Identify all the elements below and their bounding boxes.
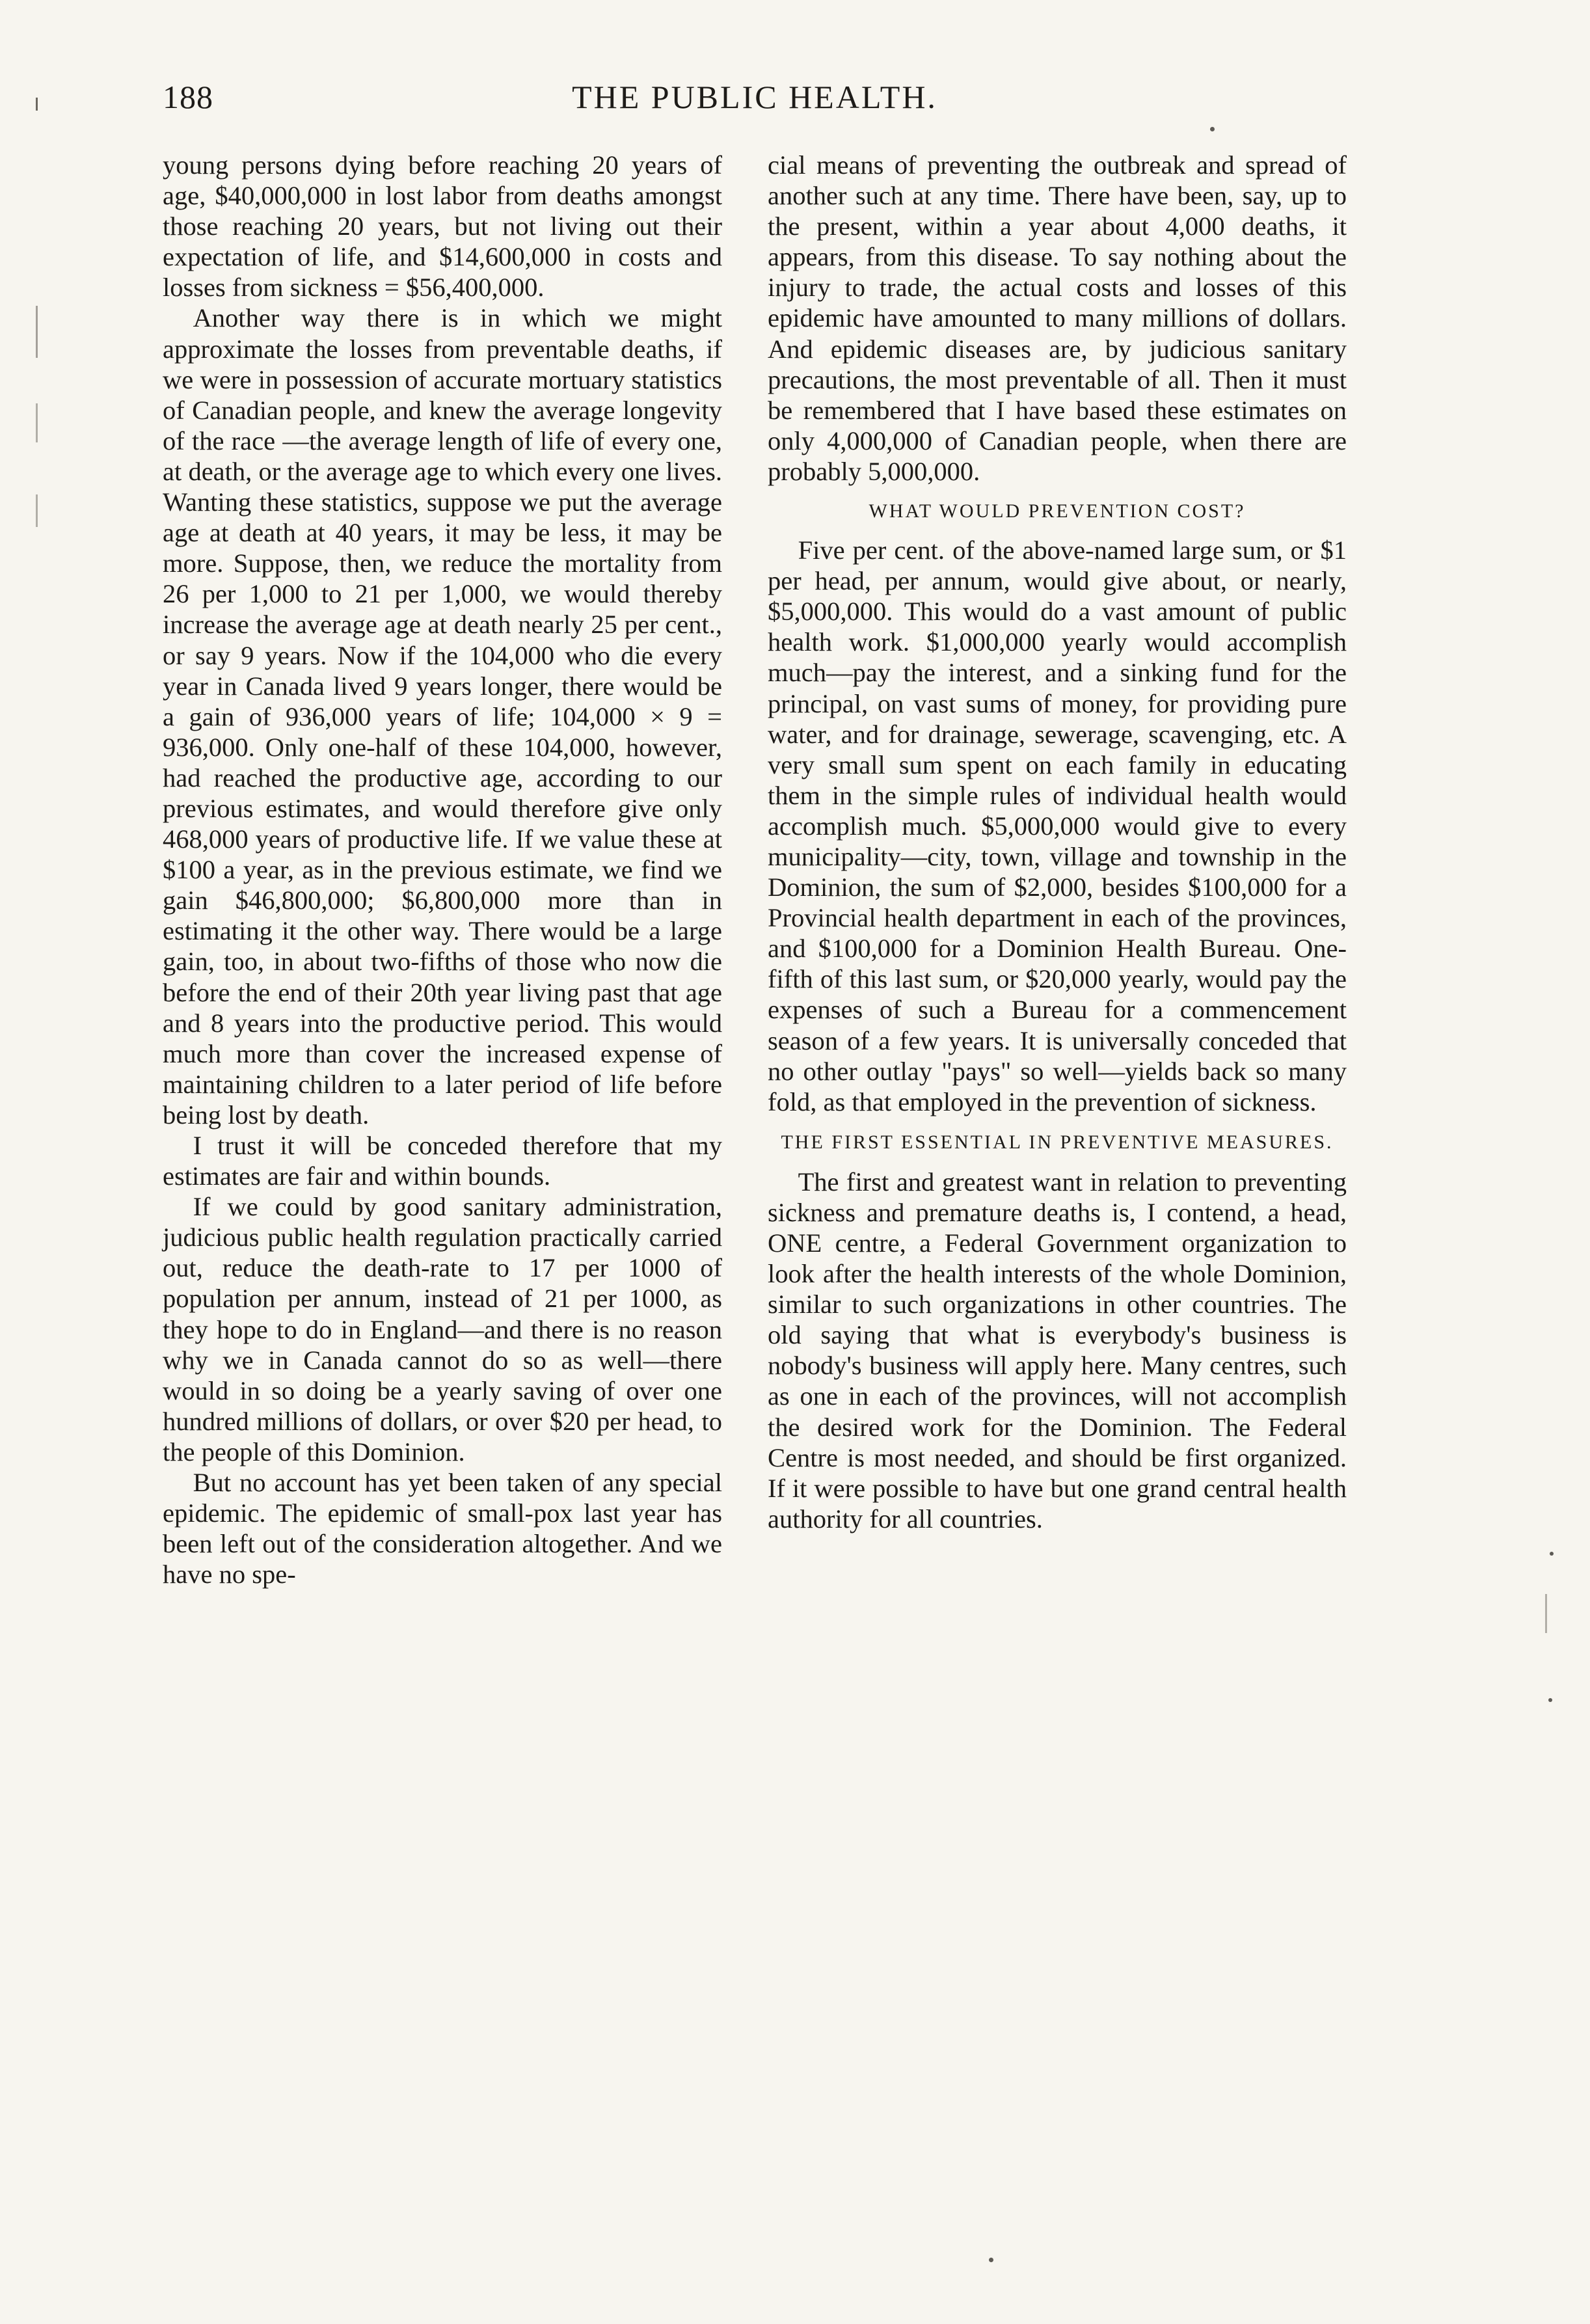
section-heading-first-essential: THE FIRST ESSENTIAL IN PREVENTIVE MEASURES. (781, 1131, 1334, 1153)
margin-mark (36, 306, 38, 358)
paragraph: The first and greatest want in relation to preventing sickness and premature deaths is, I contend, a head, ONE centre, a Federal Government organization to look after the health interests of the whole Dominion, similar to such organizations in other countries. The old saying that what is everybody's business is nobody's business will apply here. Many centres, such as one in each of the provinces, will not accomplish the desired work for the Dominion. The Federal Centre is most needed, and should be first organized. If it were possible to have but one grand central health authority for all countries. (768, 1167, 1347, 1534)
paragraph: If we could by good sanitary administration, judicious public health regulation practically carried out, reduce the death-rate to 17 per 1000 of population per annum, instead of 21 per 1000, as they hope to do in England—and there is no reason why we in Canada cannot do so as well—there would in so doing be a yearly saving of over one hundred millions of dollars, or over $20 per head, to the people of this Dominion. (163, 1192, 722, 1466)
margin-mark (36, 403, 38, 442)
page-header (163, 78, 1347, 130)
paragraph-continuation: young persons dying before reaching 20 years of age, $40,000,000 in lost labor from deaths amongst those reaching 20 years, but not living out their expectation of life, and $14,600,000 in costs and losses from sickness = $56,400,000. (163, 150, 722, 303)
right-column (768, 150, 1347, 1534)
margin-mark (36, 98, 38, 111)
margin-speck (1548, 1698, 1552, 1702)
paragraph: Another way there is in which we might approximate the losses from preventable deaths, if we were in possession of accurate mortuary statistics of Canadian people, and knew the average longevity of the race —the average length of life of every one, at death, or the average age to which every one lives. Wanting these statistics, suppose we put the average age at death at 40 years, it may be less, it may be more. Suppose, then, we reduce the mortality from 26 per 1,000 to 21 per 1,000, we would thereby increase the average age at death nearly 25 per cent., or say 9 years. Now if the 104,000 who die every year in Canada lived 9 years longer, there would be a gain of 936,000 years of life; 104,000 × 9 = 936,000. Only one-half of these 104,000, however, had reached the productive age, according to our previous estimates, and would therefore give only 468,000 years of productive life. If we value these at $100 a year, as in the previous estimate, we find we gain $46,800,000; $6,800,000 more than in estimating it the other way. There would be a large gain, too, in about two-fifths of those who now die before the end of their 20th year living past that age and 8 years into the productive period. This would much more than cover the increased expense of maintaining children to a later period of life before being lost by death. (163, 303, 722, 1129)
margin-speck (1210, 127, 1215, 131)
page-number: 188 (163, 79, 213, 115)
paragraph: Five per cent. of the above-named large sum, or $1 per head, per annum, would give about, or nearly, $5,000,000. This would do a vast amount of public health work. $1,000,000 yearly would accomplish much—pay the interest, and a sinking fund for the principal, on vast sums of money, for providing pure water, and for drainage, sewerage, scavenging, etc. A very small sum spent on each family in educating them in the simple rules of individual health would accomplish much. $5,000,000 would give to every municipality—city, town, village and township in the Dominion, the sum of $2,000, besides $100,000 for a Provincial health department in each of the provinces, and $100,000 for a Dominion Health Bureau. One-fifth of this last sum, or $20,000 yearly, would pay the expenses of such a Bureau for a commencement season of a few years. It is universally conceded that no other outlay "pays" so well—yields back so many fold, as that employed in the prevention of sickness. (768, 535, 1347, 1116)
left-column (163, 150, 722, 1589)
margin-mark (36, 494, 38, 527)
margin-speck (1550, 1552, 1554, 1556)
section-heading-prevention-cost: WHAT WOULD PREVENTION COST? (869, 500, 1246, 522)
paragraph: I trust it will be conceded therefore that my estimates are fair and within bounds. (163, 1131, 722, 1191)
running-title: THE PUBLIC HEALTH. (572, 79, 937, 115)
margin-mark (1545, 1594, 1547, 1633)
margin-speck (989, 2258, 993, 2262)
paragraph: But no account has yet been taken of any special epidemic. The epidemic of small-pox last year has been left out of the consideration altogether. And we have no spe- (163, 1468, 722, 1589)
paragraph-continuation: cial means of preventing the outbreak and spread of another such at any time. There have been, say, up to the present, within a year about 4,000 deaths, it appears, from this disease. To say nothing about the injury to trade, the actual costs and losses of this epidemic have amounted to many millions of dollars. And epidemic diseases are, by judicious sanitary precautions, the most preventable of all. Then it must be remembered that I have based these estimates on only 4,000,000 of Canadian people, when there are probably 5,000,000. (768, 150, 1347, 486)
